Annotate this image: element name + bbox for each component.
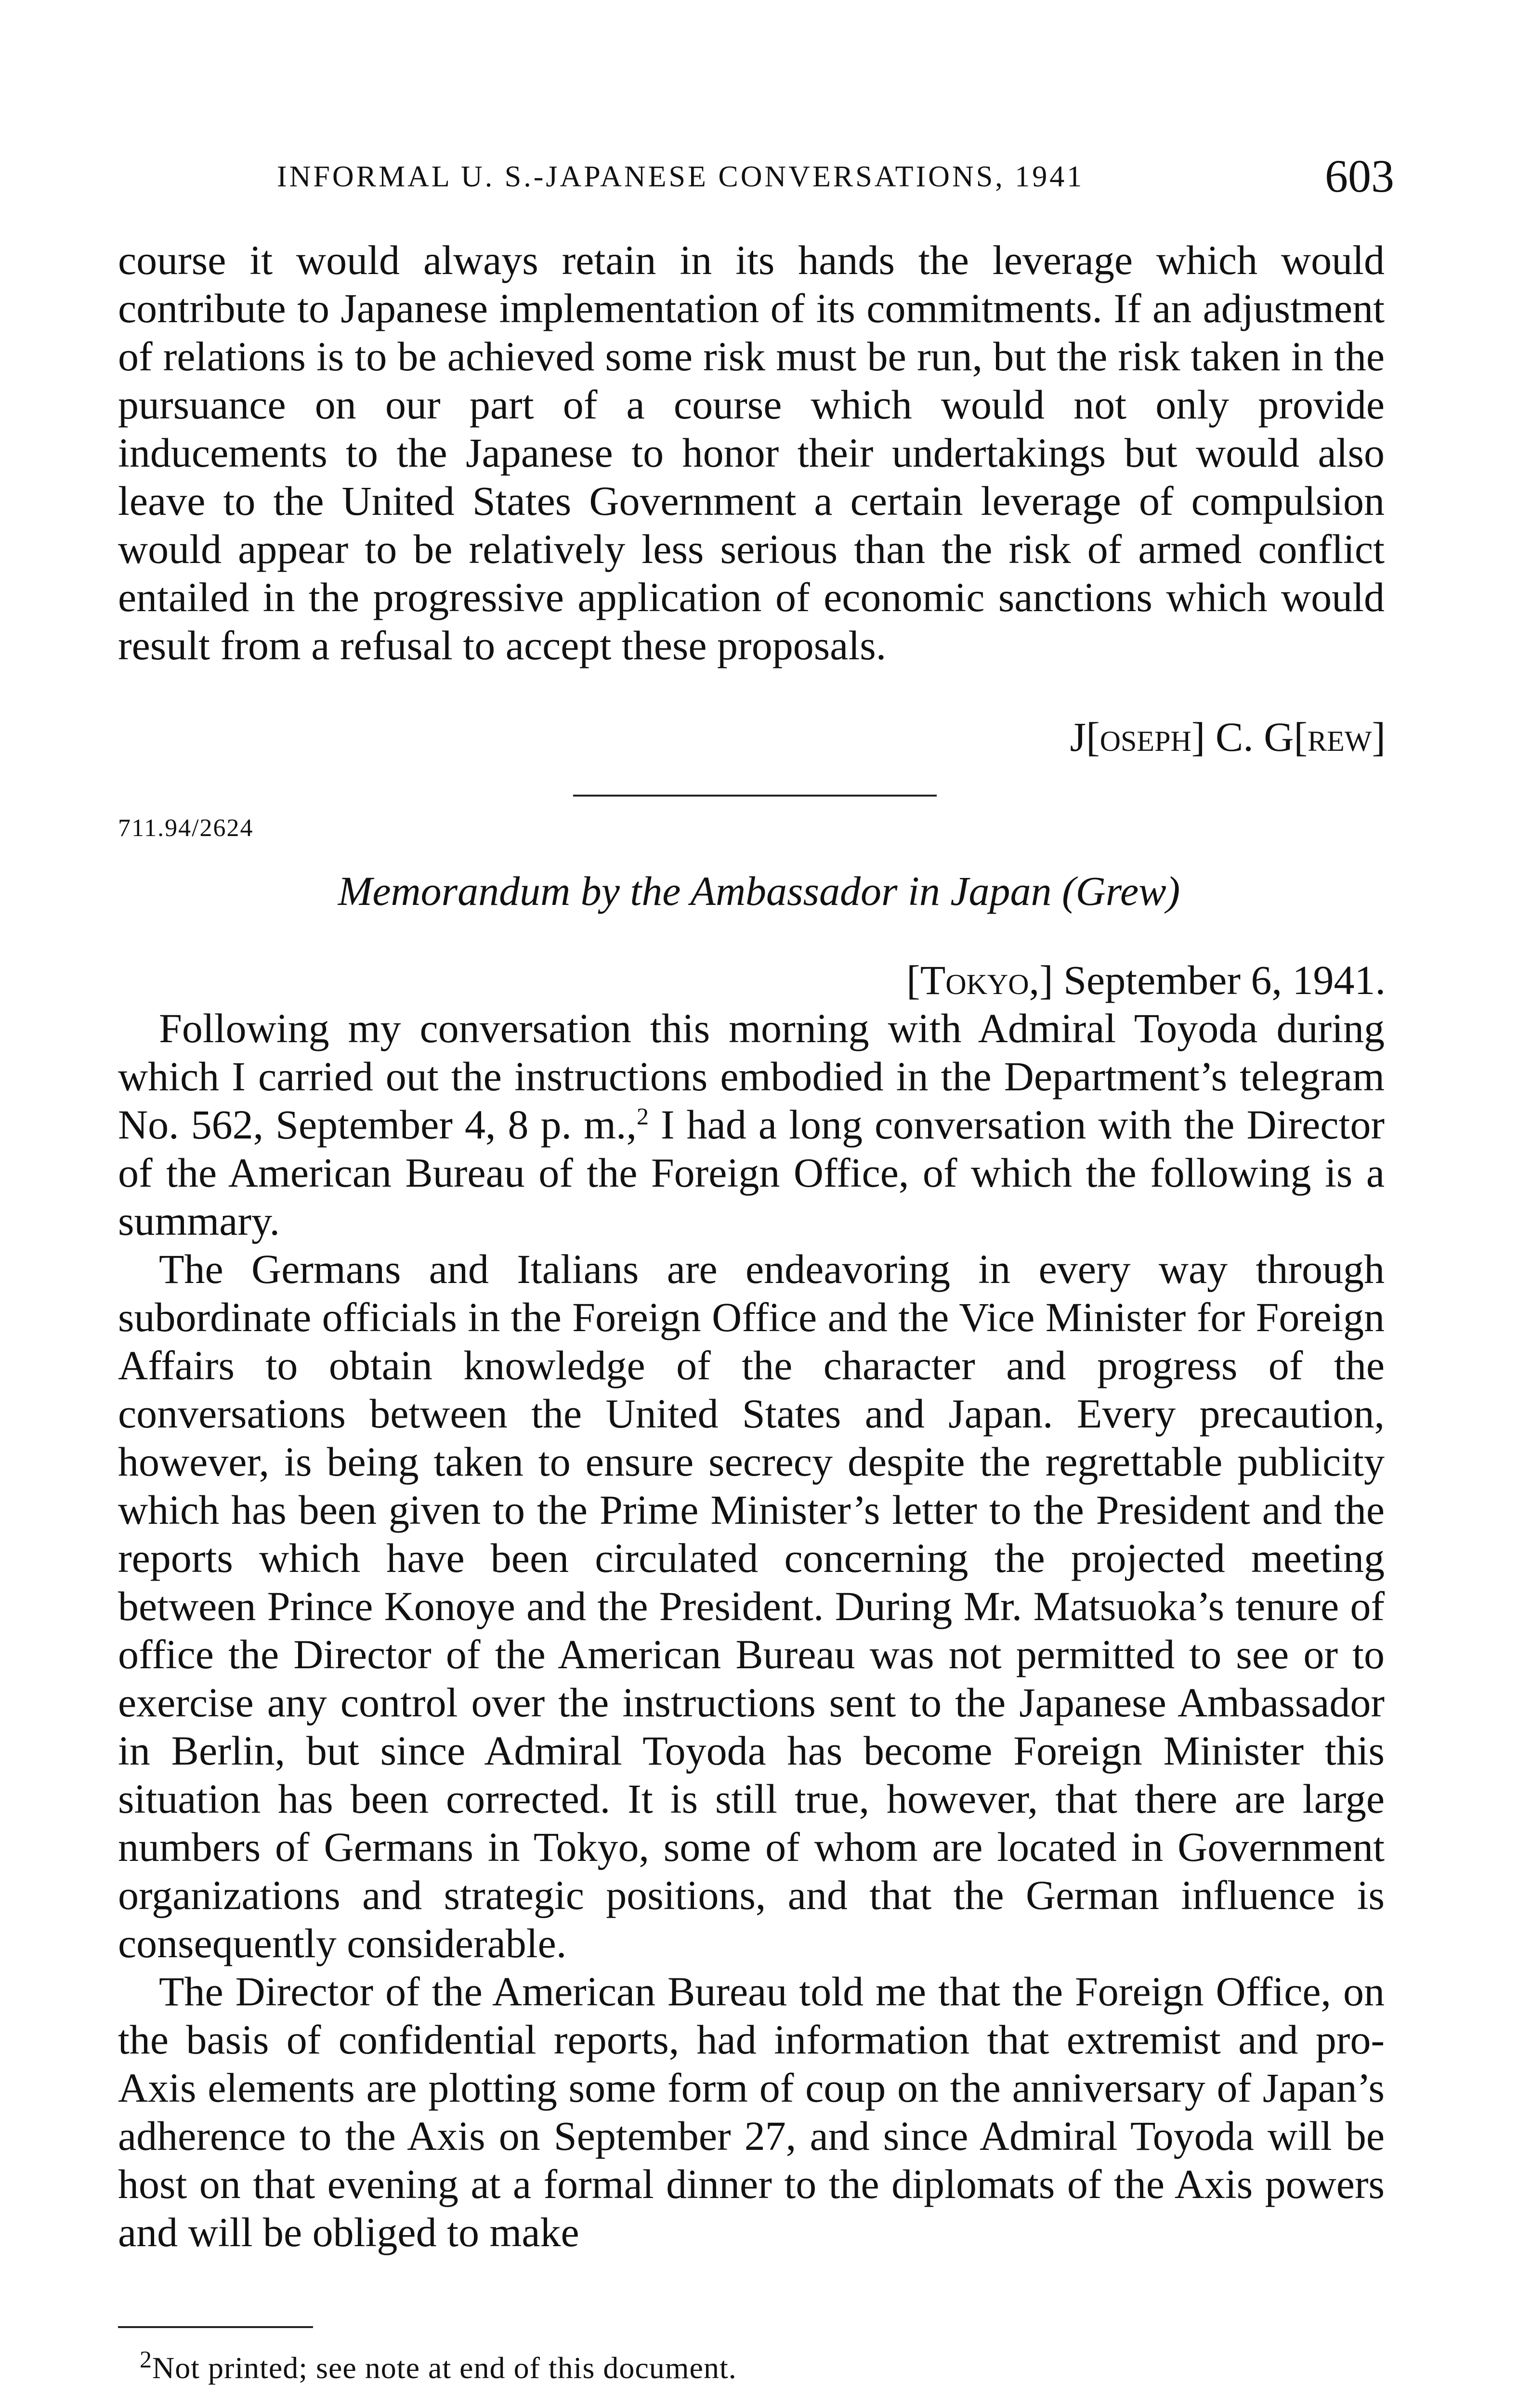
dateline-date: September 6, 1941.: [1063, 957, 1386, 1003]
signature-middle: C.: [1215, 714, 1254, 760]
section-divider: [573, 795, 937, 797]
memo-title: Memorandum by the Ambassador in Japan (Grew): [338, 868, 1180, 914]
body-paragraph-1: [118, 1004, 1385, 1245]
footnote-text: Not printed; see note at end of this document.: [152, 2351, 737, 2385]
body-paragraph-2: The Germans and Italians are endeavoring in every way through subordinate officials in the Foreign Office and the Vice Minister for Foreign Affairs to obtain knowledge of the character and progress of the conversations between the United States and Japan. Every precaution, however, is being taken to ensure secrecy despite the regrettable publicity which has been given to the Prime Minister’s letter to the President and the reports which have been circulated concerning the projected meeting between Prince Konoye and the President. During Mr. Matsuoka’s tenure of office the Director of the American Bureau was not permitted to see or to exercise any control over the instructions sent to the Japanese Ambassador in Berlin, but since Admiral Toyoda has become Foreign Minister this situation has been corrected. It is still true, however, that there are large numbers of Germans in Tokyo, some of whom are located in Government organizations and strategic positions, and that the German influence is consequently considerable.: [118, 1246, 1385, 1966]
signature-last-rest: rew: [1308, 714, 1372, 760]
footnote-divider: [118, 2326, 313, 2328]
paragraph-1-text-b: I had a long conversation with the Director of the American Bureau of the Foreign Office, of which the following is a summary.: [118, 1101, 1385, 1244]
paragraph-1-text-a: Following my conversation this morning with Admiral Toyoda during which I carried out the instructions embodied in the Department’s telegram No. 562, September 4, 8 p. m.,: [118, 1005, 1385, 1148]
body-block: [118, 1004, 1385, 2256]
file-number: 711.94/2624: [118, 814, 254, 842]
signature-last-initial: G: [1264, 714, 1294, 760]
footnote-reference: 2: [636, 1102, 649, 1130]
memo-title-author: Grew: [1075, 868, 1166, 914]
continuation-block: [118, 236, 1385, 669]
dateline: [Tokyo,] September 6, 1941.: [906, 957, 1386, 1003]
page-number: 603: [1325, 150, 1394, 202]
memo-title-main: Memorandum by the Ambassador in Japan: [338, 868, 1052, 914]
signature-first-initial: J: [1070, 714, 1086, 760]
signature: J[oseph] C. G[rew]: [1070, 714, 1386, 760]
footnote-mark: 2: [140, 2345, 152, 2373]
dateline-city: Tokyo,: [920, 957, 1040, 1003]
running-head: INFORMAL U. S.-JAPANESE CONVERSATIONS, 1941: [277, 160, 1085, 193]
footnote: [140, 2345, 737, 2386]
page-header: [277, 149, 1394, 207]
signature-first-rest: oseph: [1099, 714, 1191, 760]
body-paragraph-3: The Director of the American Bureau told me that the Foreign Office, on the basis of confidential reports, had information that extremist and pro-Axis elements are plotting some form of coup on the anniversary of Japan’s adherence to the Axis on September 27, and since Admiral Toyoda will be host on that evening at a formal dinner to the diplomats of the Axis powers and will be obliged to make: [118, 1968, 1385, 2255]
continuation-paragraph: course it would always retain in its hands the leverage which would contribute to Japanese implementation of its commitments. If an adjustment of relations is to be achieved some risk must be run, but the risk taken in the pursuance on our part of a course which would not only provide inducements to the Japanese to honor their undertakings but would also leave to the United States Government a certain leverage of compulsion would appear to be relatively less serious than the risk of armed conflict entailed in the progressive application of economic sanctions which would result from a refusal to accept these proposals.: [118, 237, 1385, 668]
